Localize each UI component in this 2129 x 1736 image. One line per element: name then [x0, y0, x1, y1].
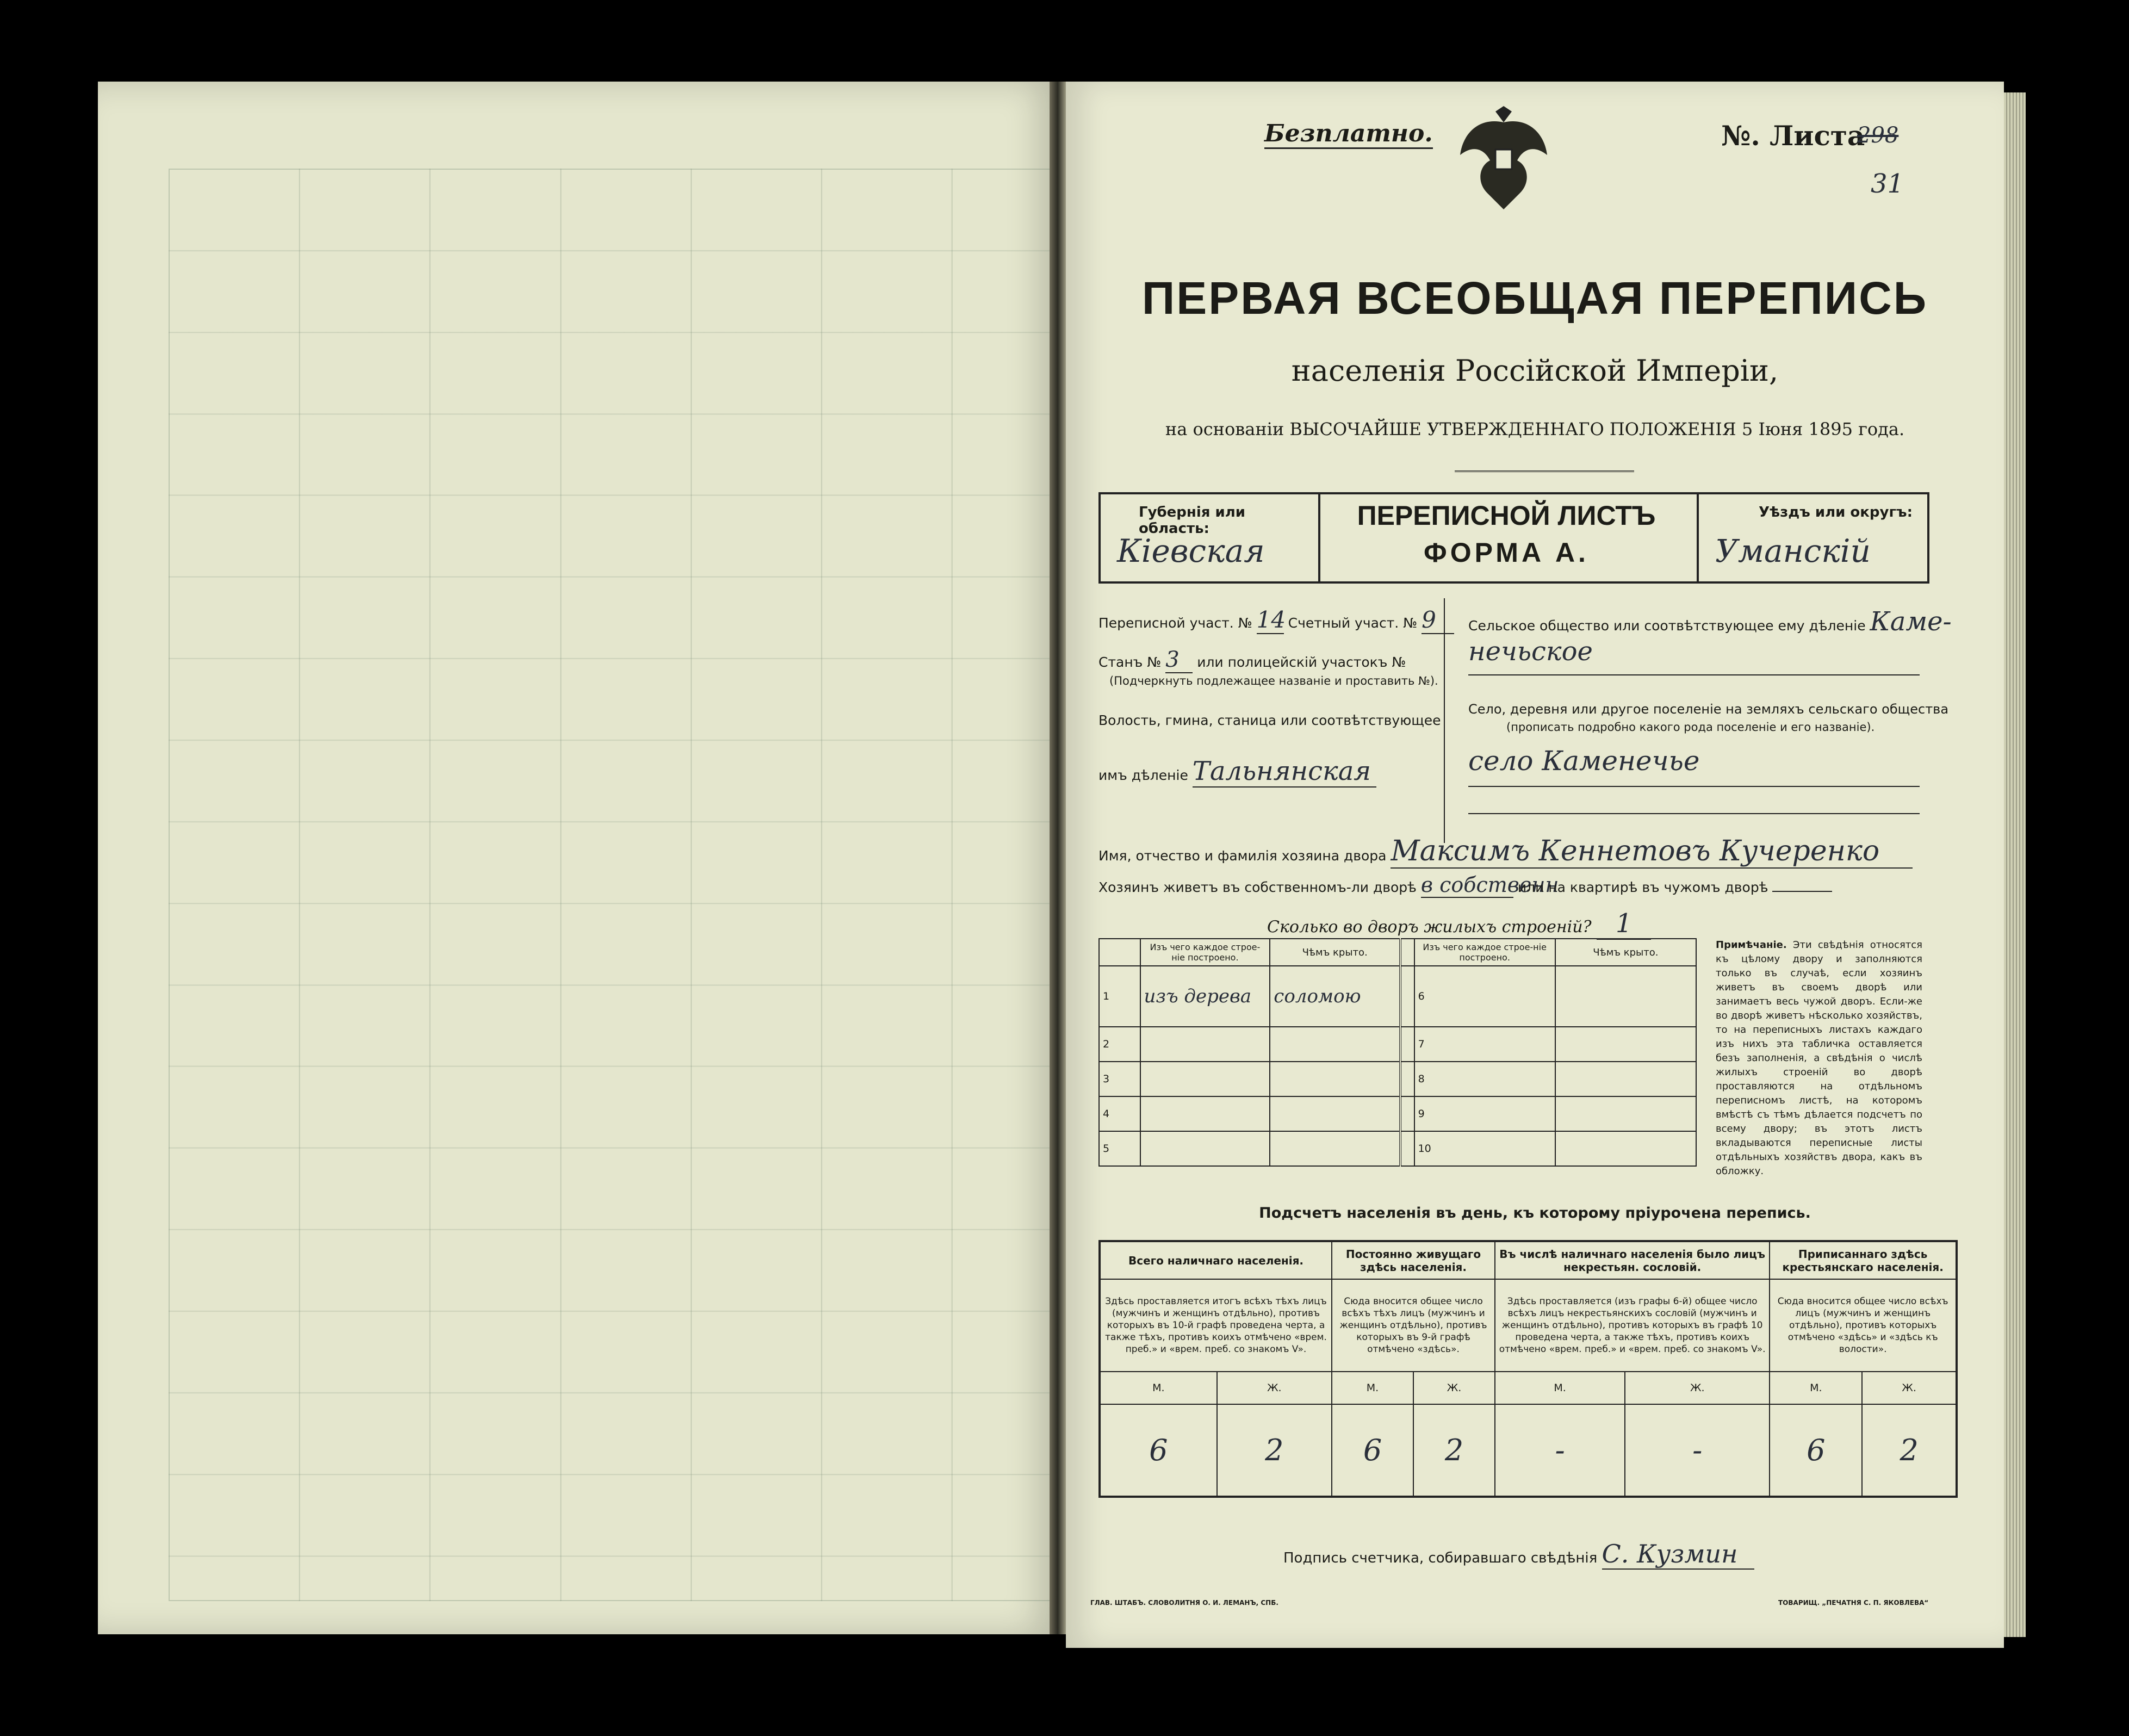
printer-imprint-right: ТОВАРИЩ. „ПЕЧАТНЯ С. П. ЯКОВЛЕВА“ — [1778, 1599, 1929, 1607]
fields-divider — [1444, 598, 1445, 843]
buildings-row — [1099, 1096, 1696, 1131]
building-roof: соломою — [1270, 966, 1400, 1027]
society-label: Сельское общество или соотвѣтствующее ему дѣленіе — [1468, 618, 1866, 634]
signature-label: Подпись счетчика, собиравшаго свѣдѣнія — [1283, 1550, 1598, 1566]
left-page — [98, 82, 1060, 1634]
buildings-row — [1099, 1062, 1696, 1096]
building-number: 7 — [1414, 1027, 1555, 1062]
society-underline — [1468, 674, 1920, 675]
village-underline — [1468, 786, 1920, 787]
male-label: М. — [1100, 1372, 1217, 1404]
gubernia-box — [1098, 492, 1320, 584]
census-form-page — [1066, 82, 2004, 1648]
uezd-value: Уманскій — [1715, 532, 1871, 569]
non-peasant-female-value: - — [1625, 1404, 1770, 1497]
counting-district-value: 9 — [1422, 606, 1454, 634]
buildings-col-material-left: Изъ чего каждое строе-ніе построено. — [1140, 939, 1270, 966]
printer-imprint-left: ГЛАВ. ШТАБЪ. СЛОВОЛИТНЯ О. И. ЛЕМАНЪ, СПБ. — [1090, 1599, 1278, 1607]
owner-name-label: Имя, отчество и фамилія хозяина двора — [1098, 848, 1387, 864]
left-page-ruled-grid — [169, 169, 1052, 1601]
buildings-row — [1099, 1131, 1696, 1166]
permanent-male-value: 6 — [1332, 1404, 1413, 1497]
society-value-1: Каме- — [1870, 606, 1952, 637]
buildings-col-material-right: Изъ чего каждое строе-ніе построено. — [1414, 939, 1555, 966]
village-value: село Каменечье — [1468, 745, 1700, 777]
volost-label-line-1: Волость, гмина, станица или соотвѣтствующее — [1098, 712, 1441, 728]
stan-label: Станъ № — [1098, 654, 1162, 670]
building-number: 6 — [1414, 966, 1555, 1027]
census-district-value: 14 — [1256, 606, 1286, 633]
male-label: М. — [1495, 1372, 1625, 1404]
gubernia-value: Кіевская — [1117, 532, 1265, 569]
non-peasant-male-value: - — [1495, 1404, 1625, 1497]
underline-note: (Подчеркнуть подлежащее названіе и проставить №). — [1109, 674, 1438, 687]
building-number: 4 — [1099, 1096, 1140, 1131]
census-district-label: Переписной участ. № — [1098, 615, 1252, 631]
registered-male-value: 6 — [1770, 1404, 1862, 1497]
sheet-title-line-2: ФОРМА А. — [1424, 537, 1589, 568]
female-label: Ж. — [1862, 1372, 1957, 1404]
summary-col-desc: Здѣсь проставляется итогъ всѣхъ тѣхъ лицъ (мужчинъ и женщинъ отдѣльно), противъ которыхъ въ 10-й графѣ проведена черта, а также тѣхъ, противъ коихъ отмѣчено «врем. преб.» и «врем. преб. со знакомъ V». — [1100, 1279, 1332, 1372]
village-underline-2 — [1468, 813, 1920, 814]
registered-female-value: 2 — [1862, 1404, 1957, 1497]
form-subtitle: населенія Россійской Имперіи, — [1291, 354, 1779, 388]
owner-residence-row — [1098, 873, 1832, 898]
page-edge-stack — [2004, 92, 2026, 1637]
buildings-table — [1098, 938, 1697, 1167]
building-number: 2 — [1099, 1027, 1140, 1062]
male-label: М. — [1332, 1372, 1413, 1404]
owner-name-value: Максимъ Кеннетовъ Кучеренко — [1391, 835, 1913, 869]
imperial-eagle-emblem — [1457, 106, 1550, 209]
building-number: 3 — [1099, 1062, 1140, 1096]
sheet-title-box — [1316, 492, 1697, 584]
building-number: 9 — [1414, 1096, 1555, 1131]
book-spine — [1050, 82, 1066, 1634]
volost-row — [1098, 756, 1376, 788]
sheet-title-line-1: ПЕРЕПИСНОЙ ЛИСТЪ — [1357, 500, 1656, 531]
signature-value: С. Кузмин — [1602, 1539, 1754, 1570]
society-value-2: нечьское — [1468, 636, 1593, 667]
sheet-number-value: 31 — [1871, 169, 1904, 199]
uezd-box — [1697, 492, 1929, 584]
owner-residence-value: в собственн — [1420, 873, 1559, 897]
village-label-line-2: (прописать подробно какого рода поселеніе и его названіе). — [1506, 721, 1875, 734]
form-main-title: ПЕРВАЯ ВСЕОБЩАЯ ПЕРЕПИСЬ — [1141, 272, 1928, 324]
male-label: М. — [1770, 1372, 1862, 1404]
sheet-number-crossed: 298 — [1857, 123, 1899, 148]
census-district-row — [1098, 606, 1454, 634]
building-material: изъ дерева — [1140, 966, 1270, 1027]
building-number: 8 — [1414, 1062, 1555, 1096]
sheet-number-label: №. Листа — [1721, 120, 1865, 152]
buildings-count-label: Сколько во дворъ жилыхъ строеній? — [1267, 917, 1592, 937]
summary-col-desc: Сюда вносится общее число всѣхъ лицъ (мужчинъ и женщинъ отдѣльно), противъ которыхъ отмѣчено «здѣсь» и «здѣсь къ волости». — [1770, 1279, 1957, 1372]
summary-col-head: Въ числѣ наличнаго населенія было лицъ некрестьян. сословій. — [1495, 1241, 1770, 1279]
stan-row — [1098, 647, 1406, 673]
enumerator-signature-row — [1283, 1539, 1754, 1570]
volost-value: Тальнянская — [1193, 756, 1376, 788]
stan-value: 3 — [1165, 647, 1193, 673]
ornament-divider — [1455, 470, 1634, 472]
total-male-value: 6 — [1100, 1404, 1217, 1497]
female-label: Ж. — [1413, 1372, 1495, 1404]
female-label: Ж. — [1625, 1372, 1770, 1404]
total-female-value: 2 — [1217, 1404, 1332, 1497]
free-label: Безплатно. — [1264, 120, 1433, 149]
police-district-label: или полицейскій участокъ № — [1197, 654, 1406, 670]
building-number: 1 — [1099, 966, 1140, 1027]
gubernia-label: Губернія или область: — [1139, 504, 1246, 537]
owner-residence-label-2: или на квартирѣ въ чужомъ дворѣ — [1517, 879, 1768, 895]
buildings-note — [1716, 938, 1922, 1179]
counting-district-label: Счетный участ. № — [1288, 615, 1418, 631]
form-basis-line: на основаніи ВЫСОЧАЙШЕ УТВЕРЖДЕННАГО ПОЛОЖЕНІЯ 5 Іюня 1895 года. — [1165, 419, 1905, 439]
uezd-label: Уѣздъ или округъ: — [1759, 504, 1913, 520]
summary-col-head: Постоянно живущаго здѣсь населенія. — [1332, 1241, 1495, 1279]
summary-col-desc: Здѣсь проставляется (изъ графы 6-й) общее число всѣхъ лицъ некрестьянскихъ сословій (мужчинъ и женщинъ отдѣльно), противъ которыхъ въ графѣ 10 проведена черта, а также тѣхъ, противъ коихъ отмѣчено «врем. преб.» и «врем. преб. со знакомъ V». — [1495, 1279, 1770, 1372]
population-summary-title: Подсчетъ населенія въ день, къ которому пріурочена перепись. — [1259, 1205, 1811, 1222]
buildings-col-roof-left: Чѣмъ крыто. — [1270, 939, 1400, 966]
summary-col-head: Приписаннаго здѣсь крестьянскаго населенія. — [1770, 1241, 1957, 1279]
note-text: Эти свѣдѣнія относятся къ цѣлому двору и заполняются только въ случаѣ, если хозяинъ живетъ въ своемъ дворѣ или занимаетъ весь чужой дворъ. Если-же во дворѣ живетъ нѣсколько хозяйствъ, то на переписныхъ листахъ каждаго изъ нихъ эта табличка оставляется безъ заполненія, а свѣдѣнія о числѣ жилыхъ строеній во дворѣ проставляются на отдѣльномъ переписномъ листѣ, на которомъ вмѣстѣ съ тѣмъ дѣлается подсчетъ по всему двору; въ этотъ листъ вкладываются переписные листы отдѣльныхъ хозяйствъ двора, какъ въ обложку. — [1716, 939, 1922, 1177]
permanent-female-value: 2 — [1413, 1404, 1495, 1497]
note-lead: Примѣчаніе. — [1716, 939, 1787, 951]
owner-residence-label-1: Хозяинъ живетъ въ собственномъ-ли дворѣ — [1098, 879, 1417, 895]
buildings-count-value: 1 — [1597, 908, 1651, 940]
population-summary-table — [1098, 1240, 1958, 1498]
summary-col-head: Всего наличнаго населенія. — [1100, 1241, 1332, 1279]
buildings-count-row — [1267, 908, 1651, 940]
building-number: 5 — [1099, 1131, 1140, 1166]
volost-label-line-2: имъ дѣленіе — [1098, 767, 1188, 783]
female-label: Ж. — [1217, 1372, 1332, 1404]
buildings-row — [1099, 966, 1696, 1027]
village-label-line-1: Село, деревня или другое поселеніе на земляхъ сельскаго общества — [1468, 702, 1949, 717]
buildings-row — [1099, 1027, 1696, 1062]
society-row — [1468, 606, 1952, 637]
building-number: 10 — [1414, 1131, 1555, 1166]
owner-name-row — [1098, 835, 1913, 869]
buildings-col-roof-right: Чѣмъ крыто. — [1555, 939, 1696, 966]
summary-col-desc: Сюда вносится общее число всѣхъ тѣхъ лицъ (мужчинъ и женщинъ отдѣльно), противъ которыхъ въ 9-й графѣ отмѣчено «здѣсь». — [1332, 1279, 1495, 1372]
